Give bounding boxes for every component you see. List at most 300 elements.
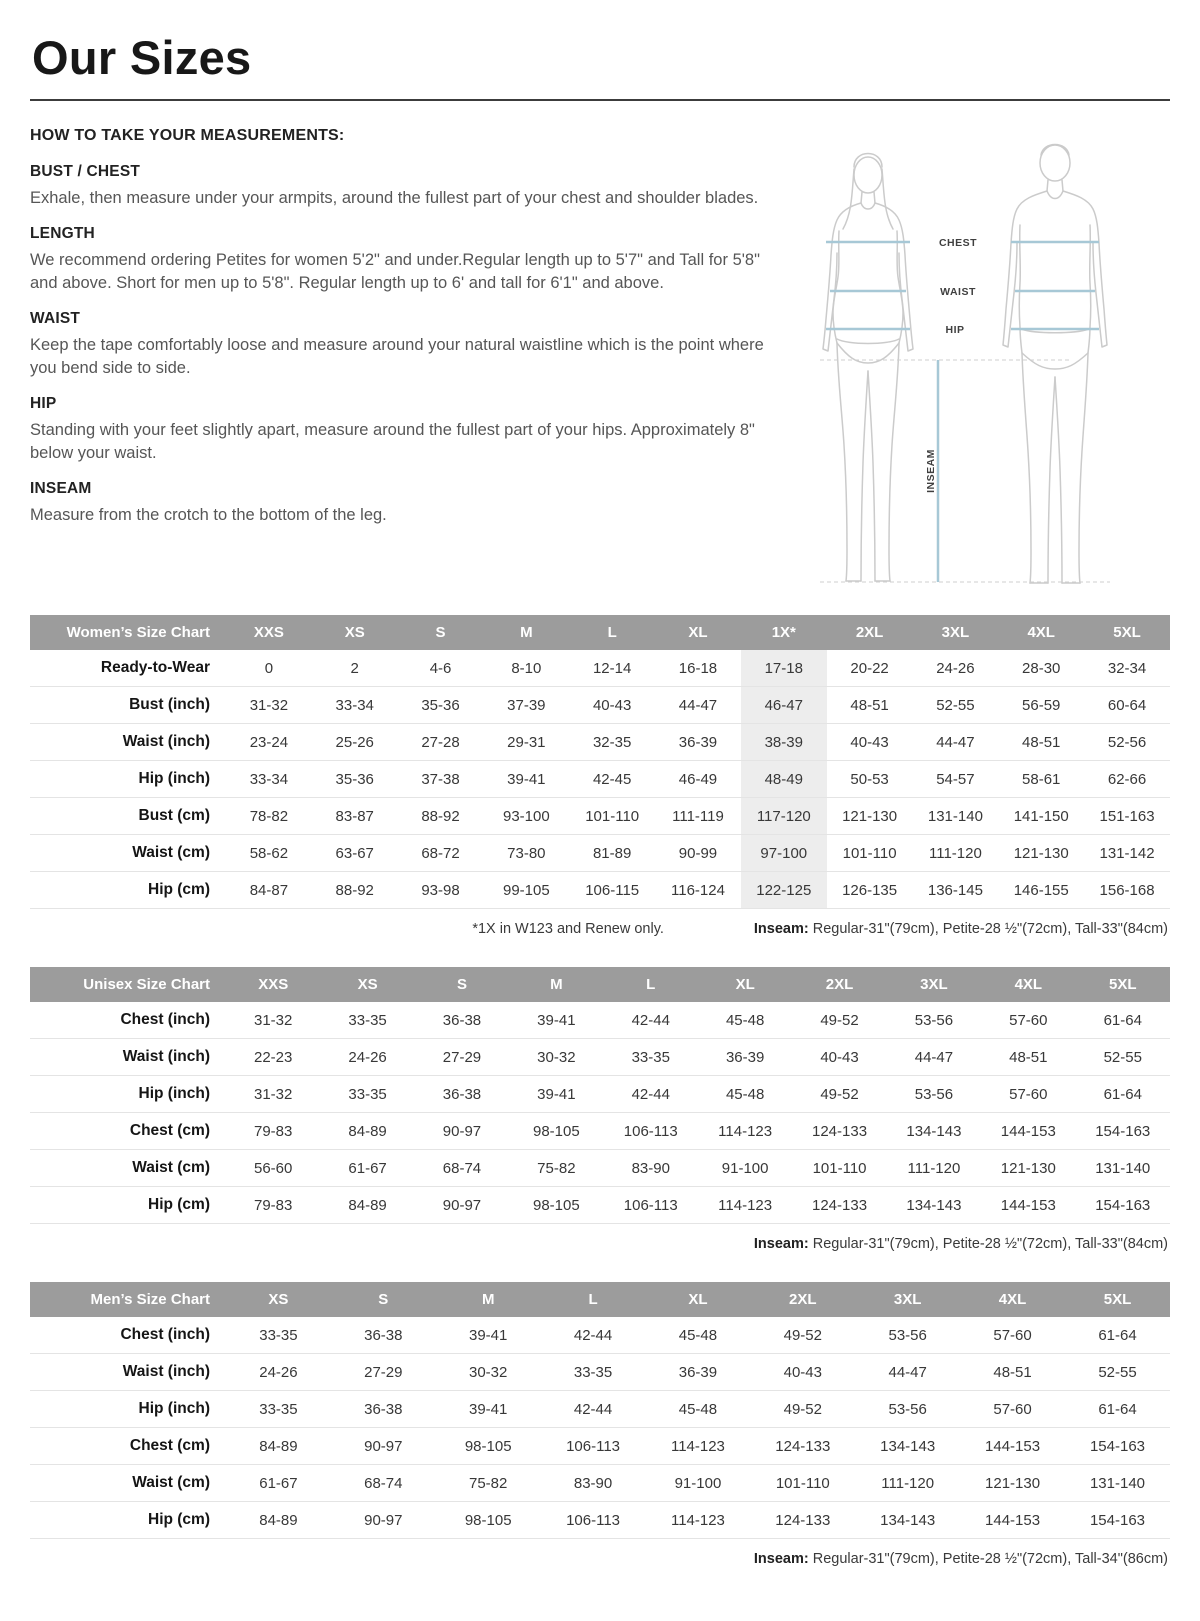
size-cell: 75-82 <box>537 1159 576 1177</box>
section-heading: LENGTH <box>30 225 95 243</box>
size-cell: 56-60 <box>254 1159 293 1177</box>
size-cell: 49-52 <box>783 1326 822 1344</box>
size-cell: 23-24 <box>249 733 289 751</box>
column-header-5xl: 5XL <box>1065 1282 1170 1317</box>
size-cell: 101-110 <box>775 1474 830 1492</box>
man-figure <box>1003 145 1107 584</box>
size-cell: 49-52 <box>820 1011 859 1029</box>
section-heading: BUST / CHEST <box>30 163 141 180</box>
column-header-3xl: 3XL <box>913 615 999 650</box>
size-cell: 4-6 <box>429 659 452 677</box>
hip-label: HIP <box>945 324 965 336</box>
column-header-xl: XL <box>655 615 741 650</box>
size-cell: 121-130 <box>985 1474 1041 1492</box>
size-cell: 62-66 <box>1107 770 1147 788</box>
row-label: Waist (cm) <box>132 844 210 861</box>
size-cell: 52-55 <box>936 696 975 714</box>
row-label: Bust (inch) <box>129 696 210 713</box>
column-header-m: M <box>483 615 569 650</box>
size-cell: 44-47 <box>678 696 718 714</box>
column-header-4xl: 4XL <box>960 1282 1065 1317</box>
size-cell: 22-23 <box>254 1048 293 1066</box>
size-cell: 39-41 <box>507 770 546 788</box>
column-header-xs: XS <box>226 1282 331 1317</box>
row-label: Hip (inch) <box>138 770 210 787</box>
size-cell: 40-43 <box>783 1363 822 1381</box>
table-row <box>30 872 1170 909</box>
size-cell: 93-100 <box>502 807 550 825</box>
size-cell: 40-43 <box>592 696 632 714</box>
size-cell: 114-123 <box>718 1122 773 1140</box>
size-cell: 36-38 <box>442 1085 482 1103</box>
size-cell: 101-110 <box>585 807 640 825</box>
row-label: Waist (cm) <box>132 1474 210 1491</box>
size-cell: 144-153 <box>1000 1122 1056 1140</box>
chest-label: CHEST <box>938 237 978 249</box>
size-cell: 24-26 <box>936 659 975 677</box>
row-label: Ready-to-Wear <box>100 659 210 676</box>
size-cell: 40-43 <box>820 1048 859 1066</box>
size-cell: 42-45 <box>592 770 632 788</box>
table-row <box>30 798 1170 835</box>
section-length <box>30 225 765 294</box>
size-cell: 58-62 <box>249 844 289 862</box>
column-header-2xl: 2XL <box>792 967 886 1002</box>
size-cell: 121-130 <box>842 807 898 825</box>
table-row <box>30 1113 1170 1150</box>
size-cell: 12-14 <box>592 659 632 677</box>
table-footnotes <box>30 921 1168 937</box>
size-cell: 88-92 <box>421 807 460 825</box>
size-cell: 33-35 <box>259 1400 298 1418</box>
row-label: Hip (cm) <box>148 1511 210 1528</box>
row-label: Waist (inch) <box>122 733 210 750</box>
size-cell: 124-133 <box>812 1196 868 1214</box>
size-cell: 141-150 <box>1013 807 1069 825</box>
size-cell: 58-61 <box>1022 770 1061 788</box>
footnote: Inseam: Regular-31"(79cm), Petite-28 ½"(72cm), Tall-33"(84cm) <box>753 921 1168 937</box>
size-cell: 35-36 <box>421 696 460 714</box>
column-header-xl: XL <box>698 967 792 1002</box>
size-cell: 24-26 <box>259 1363 298 1381</box>
size-cell: 33-34 <box>335 696 374 714</box>
size-cell: 84-89 <box>259 1511 298 1529</box>
size-cell: 121-130 <box>1000 1159 1056 1177</box>
size-cell: 32-35 <box>592 733 632 751</box>
size-cell: 33-35 <box>631 1048 670 1066</box>
size-cell: 39-41 <box>537 1085 576 1103</box>
size-cell: 60-64 <box>1107 696 1147 714</box>
size-cell: 114-123 <box>718 1196 773 1214</box>
waist-label: WAIST <box>940 286 976 298</box>
size-cell: 111-120 <box>928 844 982 862</box>
size-cell: 90-97 <box>364 1437 403 1455</box>
size-cell: 61-64 <box>1098 1326 1137 1344</box>
size-cell: 57-60 <box>993 1326 1032 1344</box>
size-cell: 99-105 <box>502 881 550 899</box>
size-cell: 144-153 <box>985 1511 1041 1529</box>
size-cell: 124-133 <box>775 1437 831 1455</box>
size-cell: 131-140 <box>1089 1474 1146 1492</box>
size-cell: 53-56 <box>914 1085 954 1103</box>
size-cell: 68-72 <box>421 844 460 862</box>
size-cell: 114-123 <box>670 1511 725 1529</box>
footnote: Inseam: Regular-31"(79cm), Petite-28 ½"(72cm), Tall-33"(84cm) <box>753 1236 1168 1252</box>
size-cell: 57-60 <box>1009 1085 1048 1103</box>
size-cell: 8-10 <box>511 659 542 677</box>
table-row <box>30 1502 1170 1539</box>
size-cell: 131-140 <box>927 807 983 825</box>
row-label: Waist (inch) <box>122 1048 210 1065</box>
size-cell: 44-47 <box>914 1048 954 1066</box>
size-cell: 78-82 <box>249 807 289 825</box>
size-cell: 27-29 <box>364 1363 403 1381</box>
column-header-m: M <box>436 1282 541 1317</box>
table-title: Unisex Size Chart <box>30 967 226 1002</box>
size-cell: 30-32 <box>537 1048 576 1066</box>
size-cell: 121-130 <box>1013 844 1069 862</box>
section-body: Keep the tape comfortably loose and measure around your natural waistline which is the point where you bend side to side. <box>30 336 764 377</box>
measurement-labels <box>925 237 977 493</box>
size-cell: 63-67 <box>335 844 374 862</box>
size-cell: 45-48 <box>678 1400 718 1418</box>
measurement-instructions <box>30 127 1170 597</box>
size-cell: 84-87 <box>249 881 289 899</box>
size-cell: 75-82 <box>469 1474 508 1492</box>
row-label: Chest (cm) <box>129 1122 210 1139</box>
column-header-xs: XS <box>320 967 414 1002</box>
size-cell: 151-163 <box>1099 807 1155 825</box>
size-cell: 134-143 <box>906 1196 962 1214</box>
size-cell: 154-163 <box>1095 1122 1151 1140</box>
column-header-l: L <box>541 1282 646 1317</box>
section-body: Standing with your feet slightly apart, measure around the fullest part of your hips. Approximately 8" below your waist. <box>30 421 755 462</box>
section-body: We recommend ordering Petites for women 5'2" and under.Regular length up to 5'7" and Tall for 5'8" and above. Short for men up to 5'8". Regular length up to 6' and tall for 6'1" and above. <box>30 251 760 292</box>
size-cell: 84-89 <box>348 1122 387 1140</box>
section-inseam <box>30 480 765 526</box>
size-cell: 91-100 <box>674 1474 722 1492</box>
body-figures-illustration <box>778 127 1158 597</box>
table-row <box>30 1428 1170 1465</box>
section-bust-chest <box>30 163 765 209</box>
woman-figure <box>823 154 913 582</box>
size-cell: 25-26 <box>335 733 374 751</box>
size-cell: 106-113 <box>566 1437 621 1455</box>
instructions-text-column <box>30 127 765 543</box>
size-cell: 32-34 <box>1107 659 1147 677</box>
size-table <box>30 1282 1170 1539</box>
size-cell: 31-32 <box>254 1085 293 1103</box>
table-row <box>30 761 1170 798</box>
size-cell: 68-74 <box>364 1474 403 1492</box>
size-cell: 30-32 <box>469 1363 508 1381</box>
table-row <box>30 1465 1170 1502</box>
size-cell: 36-38 <box>364 1400 403 1418</box>
size-cell: 48-51 <box>993 1363 1032 1381</box>
size-cell: 90-99 <box>678 844 718 862</box>
table-header-row <box>30 967 1170 1002</box>
size-cell: 49-52 <box>820 1085 859 1103</box>
size-cell: 134-143 <box>880 1437 936 1455</box>
size-cell: 39-41 <box>469 1326 508 1344</box>
size-cell: 57-60 <box>1009 1011 1048 1029</box>
size-cell: 49-52 <box>783 1400 822 1418</box>
size-cell: 36-39 <box>725 1048 765 1066</box>
size-cell: 53-56 <box>888 1400 927 1418</box>
table-footnotes <box>30 1236 1168 1252</box>
table-title: Women’s Size Chart <box>30 615 226 650</box>
size-table <box>30 967 1170 1224</box>
size-cell: 53-56 <box>914 1011 954 1029</box>
size-cell: 122-125 <box>741 872 827 909</box>
size-cell: 61-67 <box>259 1474 298 1492</box>
size-cell: 27-29 <box>442 1048 482 1066</box>
size-cell: 79-83 <box>254 1196 293 1214</box>
size-cell: 106-113 <box>623 1196 678 1214</box>
table-row <box>30 650 1170 687</box>
size-cell: 61-67 <box>348 1159 387 1177</box>
row-label: Hip (inch) <box>138 1400 210 1417</box>
size-cell: 57-60 <box>993 1400 1032 1418</box>
size-cell: 38-39 <box>741 724 827 761</box>
size-cell: 73-80 <box>507 844 546 862</box>
size-cell: 146-155 <box>1013 881 1069 899</box>
size-cell: 24-26 <box>348 1048 387 1066</box>
size-cell: 61-64 <box>1103 1085 1142 1103</box>
size-cell: 97-100 <box>741 835 827 872</box>
size-cell: 35-36 <box>335 770 374 788</box>
size-cell: 61-64 <box>1103 1011 1142 1029</box>
size-table <box>30 615 1170 909</box>
size-cell: 144-153 <box>1000 1196 1056 1214</box>
column-header-2xl: 2XL <box>827 615 913 650</box>
size-cell: 83-90 <box>573 1474 613 1492</box>
size-cell: 0 <box>264 659 274 677</box>
size-cell: 44-47 <box>936 733 975 751</box>
size-cell: 98-105 <box>464 1437 512 1455</box>
size-cell: 36-39 <box>678 1363 718 1381</box>
table-row <box>30 1317 1170 1354</box>
size-cell: 40-43 <box>850 733 889 751</box>
table-footnotes <box>30 1551 1168 1567</box>
size-cell: 48-49 <box>741 761 827 798</box>
column-header-3xl: 3XL <box>887 967 981 1002</box>
size-cell: 33-35 <box>348 1011 387 1029</box>
size-cell: 91-100 <box>721 1159 769 1177</box>
size-cell: 98-105 <box>464 1511 512 1529</box>
unisex-size-chart-section <box>30 967 1170 1252</box>
size-cell: 45-48 <box>725 1085 765 1103</box>
size-cell: 36-38 <box>442 1011 482 1029</box>
size-cell: 36-38 <box>364 1326 403 1344</box>
table-header-row <box>30 615 1170 650</box>
size-cell: 45-48 <box>678 1326 718 1344</box>
column-header-3xl: 3XL <box>855 1282 960 1317</box>
size-cell: 42-44 <box>631 1085 670 1103</box>
size-cell: 39-41 <box>537 1011 576 1029</box>
table-row <box>30 1076 1170 1113</box>
size-cell: 134-143 <box>906 1122 962 1140</box>
column-header-l: L <box>604 967 698 1002</box>
size-cell: 54-57 <box>936 770 975 788</box>
row-label: Waist (inch) <box>122 1363 210 1380</box>
size-cell: 52-55 <box>1098 1363 1137 1381</box>
size-cell: 37-39 <box>507 696 546 714</box>
section-body: Exhale, then measure under your armpits, around the fullest part of your chest and shoulder blades. <box>30 189 759 207</box>
size-cell: 42-44 <box>631 1011 670 1029</box>
size-cell: 42-44 <box>573 1326 613 1344</box>
size-cell: 111-120 <box>881 1474 935 1492</box>
size-cell: 136-145 <box>927 881 983 899</box>
column-header-s: S <box>398 615 484 650</box>
size-cell: 52-56 <box>1107 733 1147 751</box>
womens-size-chart-section <box>30 615 1170 937</box>
size-cell: 83-87 <box>335 807 374 825</box>
size-cell: 17-18 <box>741 650 827 687</box>
table-row <box>30 1150 1170 1187</box>
size-cell: 101-110 <box>842 844 897 862</box>
size-cell: 20-22 <box>850 659 889 677</box>
column-header-1x: 1X* <box>741 615 827 650</box>
size-cell: 52-55 <box>1103 1048 1142 1066</box>
section-hip <box>30 395 765 464</box>
column-header-5xl: 5XL <box>1084 615 1170 650</box>
size-cell: 106-115 <box>585 881 640 899</box>
size-cell: 39-41 <box>469 1400 508 1418</box>
size-cell: 56-59 <box>1022 696 1061 714</box>
footnote: Inseam: Regular-31"(79cm), Petite-28 ½"(72cm), Tall-34"(86cm) <box>753 1551 1168 1567</box>
column-header-s: S <box>415 967 509 1002</box>
row-label: Chest (cm) <box>129 1437 210 1454</box>
table-header-row <box>30 1282 1170 1317</box>
size-cell: 90-97 <box>364 1511 403 1529</box>
table-title: Men’s Size Chart <box>30 1282 226 1317</box>
size-cell: 46-47 <box>741 687 827 724</box>
table-row <box>30 1039 1170 1076</box>
column-header-m: M <box>509 967 603 1002</box>
size-cell: 45-48 <box>725 1011 765 1029</box>
size-cell: 98-105 <box>533 1122 580 1140</box>
table-row <box>30 724 1170 761</box>
column-header-xs: XS <box>312 615 398 650</box>
size-cell: 2 <box>350 659 359 677</box>
table-row <box>30 835 1170 872</box>
section-heading: INSEAM <box>30 480 92 498</box>
size-cell: 33-34 <box>249 770 289 788</box>
column-header-xxs: XXS <box>226 615 312 650</box>
column-header-2xl: 2XL <box>750 1282 855 1317</box>
row-label: Hip (cm) <box>148 881 210 898</box>
size-cell: 117-120 <box>741 798 827 835</box>
size-cell: 46-49 <box>678 770 718 788</box>
size-cell: 144-153 <box>985 1437 1041 1455</box>
size-cell: 68-74 <box>442 1159 482 1177</box>
size-cell: 101-110 <box>812 1159 867 1177</box>
size-cell: 31-32 <box>254 1011 293 1029</box>
size-cell: 154-163 <box>1095 1196 1151 1214</box>
size-cell: 81-89 <box>592 844 632 862</box>
size-cell: 93-98 <box>421 881 460 899</box>
size-cell: 90-97 <box>442 1196 482 1214</box>
section-waist <box>30 310 765 379</box>
section-heading: HIP <box>30 395 57 413</box>
mens-size-chart-section <box>30 1282 1170 1567</box>
size-cell: 48-51 <box>1022 733 1061 751</box>
row-label: Hip (cm) <box>148 1196 210 1213</box>
size-cell: 111-119 <box>672 807 724 825</box>
size-cell: 154-163 <box>1089 1511 1146 1529</box>
table-row <box>30 1002 1170 1039</box>
section-body: Measure from the crotch to the bottom of the leg. <box>30 506 387 525</box>
size-cell: 84-89 <box>259 1437 298 1455</box>
how-to-heading: HOW TO TAKE YOUR MEASUREMENTS: <box>30 127 345 144</box>
table-row <box>30 1354 1170 1391</box>
size-cell: 79-83 <box>254 1122 293 1140</box>
size-cell: 106-113 <box>566 1511 621 1529</box>
size-cell: 134-143 <box>880 1511 936 1529</box>
guide-dashes <box>820 360 1110 582</box>
size-cell: 42-44 <box>573 1400 613 1418</box>
size-cell: 83-90 <box>631 1159 670 1177</box>
size-cell: 37-38 <box>421 770 460 788</box>
column-header-xxs: XXS <box>226 967 320 1002</box>
table-row <box>30 1187 1170 1224</box>
size-cell: 48-51 <box>1009 1048 1048 1066</box>
row-label: Chest (inch) <box>120 1011 210 1028</box>
size-cell: 124-133 <box>775 1511 831 1529</box>
size-cell: 106-113 <box>623 1122 678 1140</box>
title-divider <box>30 99 1170 101</box>
size-cell: 50-53 <box>850 770 889 788</box>
section-heading: WAIST <box>30 310 81 328</box>
size-cell: 124-133 <box>812 1122 868 1140</box>
row-label: Bust (cm) <box>138 807 210 824</box>
size-cell: 33-35 <box>348 1085 387 1103</box>
size-cell: 53-56 <box>888 1326 927 1344</box>
size-cell: 88-92 <box>335 881 374 899</box>
size-cell: 28-30 <box>1022 659 1061 677</box>
size-cell: 84-89 <box>348 1196 387 1214</box>
column-header-4xl: 4XL <box>981 967 1075 1002</box>
size-cell: 131-142 <box>1099 844 1155 862</box>
row-label: Chest (inch) <box>120 1326 210 1343</box>
size-cell: 33-35 <box>259 1326 298 1344</box>
size-cell: 116-124 <box>671 881 725 899</box>
size-cell: 36-39 <box>678 733 718 751</box>
size-cell: 131-140 <box>1095 1159 1151 1177</box>
size-cell: 27-28 <box>421 733 460 751</box>
size-cell: 16-18 <box>678 659 718 677</box>
size-cell: 156-168 <box>1099 881 1155 899</box>
size-cell: 126-135 <box>842 881 898 899</box>
size-cell: 44-47 <box>888 1363 927 1381</box>
size-cell: 114-123 <box>670 1437 725 1455</box>
column-header-s: S <box>331 1282 436 1317</box>
inseam-label: INSEAM <box>925 449 937 493</box>
size-cell: 111-120 <box>907 1159 961 1177</box>
size-cell: 31-32 <box>249 696 289 714</box>
measurement-diagram <box>778 127 1170 597</box>
table-row <box>30 687 1170 724</box>
page-title: Our Sizes <box>32 31 252 84</box>
size-cell: 61-64 <box>1098 1400 1137 1418</box>
footnote: *1X in W123 and Renew only. <box>472 921 664 937</box>
size-cell: 98-105 <box>533 1196 580 1214</box>
column-header-5xl: 5XL <box>1076 967 1170 1002</box>
column-header-l: L <box>569 615 655 650</box>
size-cell: 33-35 <box>573 1363 613 1381</box>
size-cell: 48-51 <box>850 696 889 714</box>
